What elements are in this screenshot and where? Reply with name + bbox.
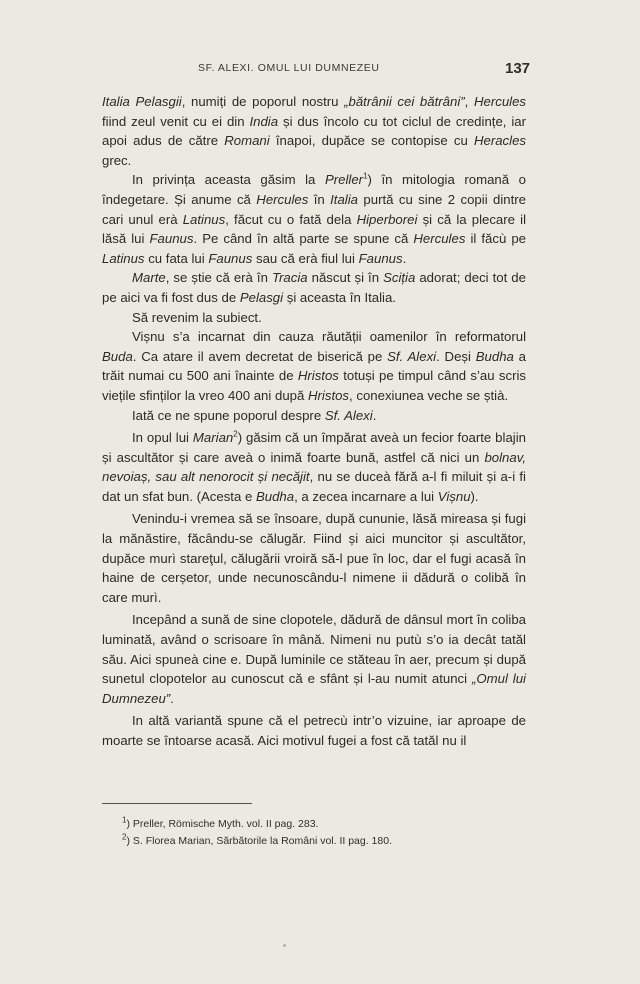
footnote-ref: 2 — [233, 429, 238, 439]
paragraph — [102, 170, 526, 268]
text-run: , se știe că erà în — [165, 270, 272, 286]
footnote-mark: 2 — [122, 832, 127, 842]
italic-run: Italia — [330, 191, 358, 207]
footnote-text: ) Preller, Römische Myth. vol. II pag. 283. — [126, 818, 319, 830]
footnote-ref: 1 — [363, 171, 368, 181]
text-run: . — [402, 250, 407, 266]
italic-run: Faunus — [358, 250, 403, 266]
text-run: Să revenim la subiect. — [132, 309, 262, 325]
italic-run: „bătrânii cei bătrâni” — [344, 94, 465, 109]
italic-run: Faunus — [149, 231, 194, 247]
text-run: Vișnu s’a incarnat din cauza răutății oamenilor în reformatorul — [132, 329, 526, 345]
text-run: , conexiunea veche se știà. — [349, 387, 509, 403]
paper-speck — [283, 944, 286, 947]
footnotes — [122, 816, 522, 850]
text-run: . Pe când în altă parte se spune că — [193, 231, 414, 247]
text-run: în — [308, 191, 331, 207]
paragraph — [102, 428, 526, 506]
footnote — [122, 833, 522, 850]
italic-run: bolnav, nevoiaș, sau alt nenorocit și necăjit — [102, 449, 526, 485]
footnote-separator — [102, 803, 252, 804]
text-run: grec. — [102, 152, 132, 168]
italic-run: Marian — [192, 430, 234, 446]
italic-run: „Omul lui Dumnezeu” — [102, 671, 526, 706]
paragraph — [102, 406, 526, 426]
italic-run: Budha — [255, 488, 295, 504]
footnote-text: ) S. Florea Marian, Sărbătorile la Români vol. II pag. 180. — [126, 835, 392, 847]
text-run: ). — [470, 488, 479, 504]
italic-run: Buda — [102, 348, 133, 364]
text-run: totuși pe timpul când s’au scris viețile sfinților la vreo 400 ani după — [102, 368, 526, 403]
paragraph — [102, 509, 526, 607]
text-run: ) găsim că un împărat aveà un fecior foarte blajin și ascultător și care aveà o inimă foarte bună, astfel că nici un — [102, 430, 526, 465]
italic-run: Sf. Alexi — [324, 407, 373, 423]
text-run: și dus încolo cu tot ciclul de credințe, iar apoi adus de către — [102, 113, 527, 149]
text-run: a trăit numai cu 500 ani înainte de — [102, 348, 527, 384]
italic-run: Hiperborei — [356, 211, 418, 227]
italic-run: Pelasgi — [239, 289, 284, 305]
text-run: ) în mitologia romană o îndegetare. Și anume că — [102, 172, 526, 207]
italic-run: Latinus — [182, 211, 226, 227]
text-run: In privința aceasta găsim la — [132, 172, 325, 188]
italic-run: Hercules — [413, 231, 466, 247]
text-run: , numiți de poporul nostru — [181, 94, 345, 109]
text-run: In altă variantă spune că el petrecù intr’o vizuine, iar aproape de moarte se întoarse acasă. Aici motivul fugei a fost că tatăl nu il — [102, 713, 526, 748]
text-run: sau că erà fiul lui — [252, 250, 359, 266]
paragraph — [102, 92, 526, 170]
text-run: cu fata lui — [144, 250, 209, 266]
footnote-mark: 1 — [122, 815, 127, 825]
footnote — [122, 816, 522, 833]
italic-run: Hercules — [473, 94, 527, 109]
text-run: și că la plecare il lăsă lui — [102, 211, 526, 247]
italic-run: Hristos — [308, 387, 350, 403]
text-run: , — [464, 94, 474, 109]
italic-run: Sf. Alexi — [387, 348, 437, 364]
text-run: il făcù pe — [465, 231, 527, 247]
text-run: purtă cu sine 2 copii dintre cari unul erà — [102, 191, 527, 227]
italic-run: India — [249, 113, 279, 129]
italic-run: Heracles — [473, 133, 527, 149]
paragraph — [102, 327, 526, 405]
body-text — [102, 92, 526, 751]
italic-run: Hercules — [256, 191, 309, 207]
paragraph — [102, 610, 526, 708]
running-title: SF. ALEXI. OMUL LUI DUMNEZEU — [198, 62, 380, 74]
text-run: Incepând a sună de sine clopotele, dădură de dânsul mort în coliba luminată, având o scrisoare în mână. Nimeni nu putù s’o ia decât tatăl său. Aici spuneà cine e. După luminile ce stăteau în aer, precum și după sunetul clopotelor au cunoscut că e sfânt și l-au numit atunci — [102, 612, 526, 687]
italic-run: Vișnu — [437, 488, 471, 504]
text-run: In opul lui — [132, 430, 193, 446]
italic-run: Sciția — [383, 270, 416, 286]
text-run: înapoi, dupăce se contopise cu — [269, 133, 474, 149]
text-run: Iată ce ne spune poporul despre — [132, 407, 325, 423]
text-run: și aceasta în Italia. — [283, 289, 396, 305]
italic-run: Romani — [224, 133, 270, 149]
page-number: 137 — [505, 60, 531, 77]
text-run: Venindu-i vremea să se însoare, după cununie, lăsă mireasa și fugi la mănăstire, făcându-se călugăr. Fiind și aici muncitor și ascultător, dupăce murì stareţul, călugării vroiră să-l pue în loc, dar el fugi acasă în haine de cerșetor, unde necunoscându-l nimene ii dădură o colibă în care murì. — [102, 511, 526, 605]
italic-run: Hristos — [297, 368, 339, 384]
italic-run: Faunus — [208, 250, 253, 266]
text-run: . Deși — [436, 348, 476, 364]
italic-run: Preller — [324, 172, 364, 188]
text-run: , a zecea incarnare a lui — [294, 488, 438, 504]
paragraph — [102, 711, 526, 750]
italic-run: Italia Pelasgii — [102, 94, 182, 109]
page-header — [0, 56, 640, 86]
italic-run: Tracia — [271, 270, 308, 286]
text-run: . — [372, 407, 377, 423]
text-run: , făcut cu o fată dela — [225, 211, 357, 227]
italic-run: Marte — [132, 270, 166, 286]
italic-run: Budha — [475, 348, 514, 364]
text-run: născut și în — [307, 270, 384, 286]
text-run: . Ca atare il avem decretat de biserică pe — [132, 348, 388, 364]
paragraph — [102, 268, 526, 307]
text-run: , nu se duceà fără a-l fi miluit și a-i fi dat un sfat bun. (Acesta e — [102, 469, 526, 504]
paragraph — [102, 308, 526, 328]
italic-run: Latinus — [102, 250, 145, 266]
text-run: fiind zeul venit cu ei din — [102, 113, 250, 129]
text-run: adorat; deci tot de pe aici va fi fost dus de — [102, 270, 526, 305]
text-run: . — [170, 690, 174, 706]
